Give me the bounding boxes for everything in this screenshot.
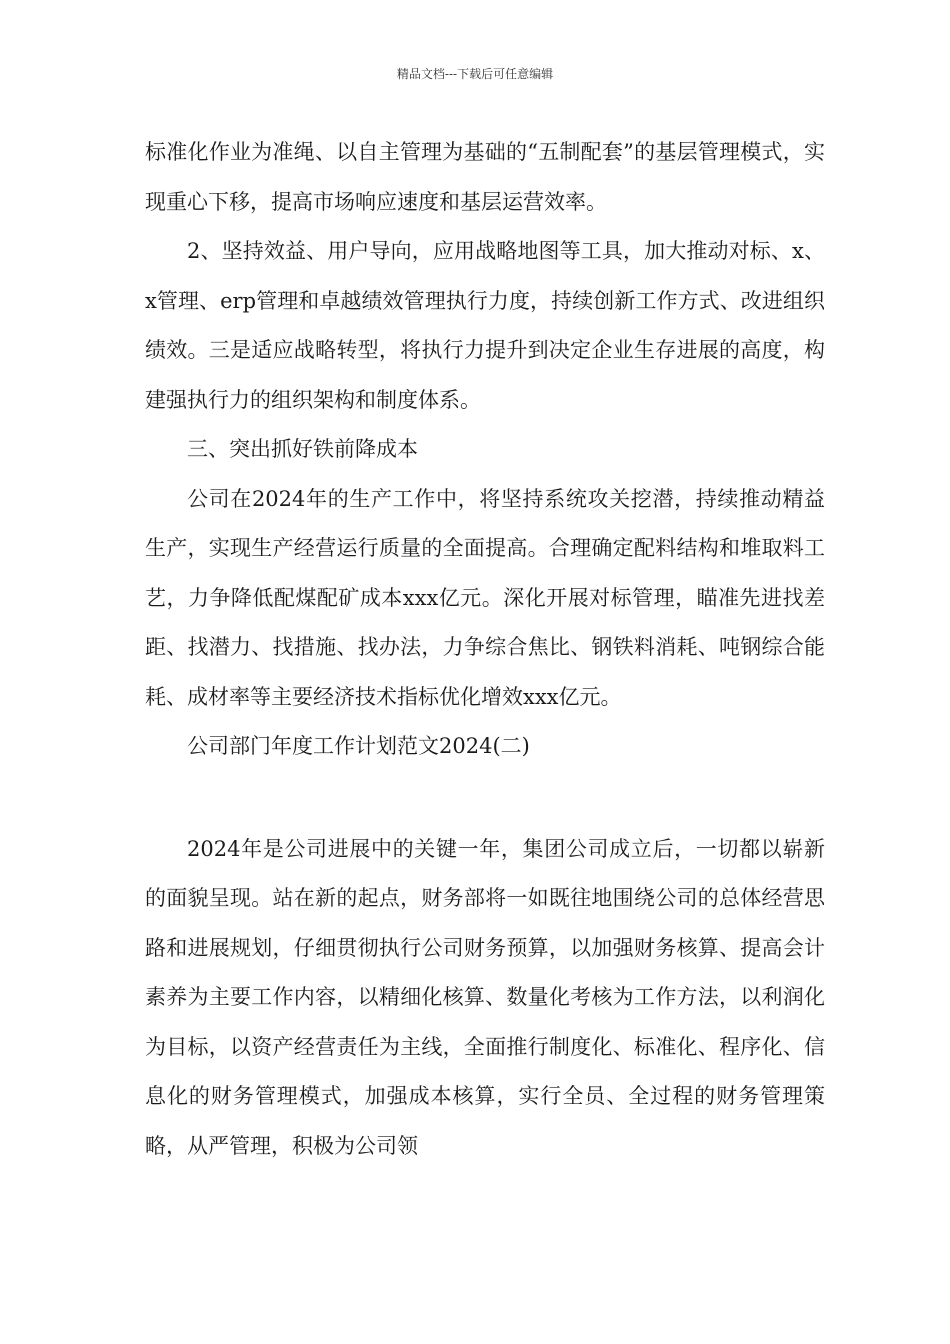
- paragraph-production: 公司在2024年的生产工作中，将坚持系统攻关挖潜，持续推动精益生产，实现生产经营运行质量的全面提高。合理确定配料结构和堆取料工艺，力争降低配煤配矿成本xxx亿元。深化开展对标管理，瞄准先进找差距、找潜力、找措施、找办法，力争综合焦比、钢铁料消耗、吨钢综合能耗、成材率等主要经济技术指标优化增效xxx亿元。: [145, 486, 825, 709]
- page-header: 精品文档---下载后可任意编辑: [396, 67, 554, 81]
- blank-line: [145, 772, 825, 825]
- paragraph-continuation: 标准化作业为准绳、以自主管理为基础的“五制配套”的基层管理模式，实现重心下移，提高市场响应速度和基层运营效率。: [145, 140, 825, 214]
- document-body: [145, 128, 825, 1171]
- paragraph-item-2: 2、坚持效益、用户导向，应用战略地图等工具，加大推动对标、x、x管理、erp管理和卓越绩效管理执行力度，持续创新工作方式、改进组织绩效。三是适应战略转型，将执行力提升到决定企业生存进展的高度，构建强执行力的组织架构和制度体系。: [145, 239, 825, 412]
- paragraph-finance: 2024年是公司进展中的关键一年，集团公司成立后，一切都以崭新的面貌呈现。站在新的起点，财务部将一如既往地围绕公司的总体经营思路和进展规划，仔细贯彻执行公司财务预算，以加强财务核算、提高会计素养为主要工作内容，以精细化核算、数量化考核为工作方法，以利润化为目标，以资产经营责任为主线，全面推行制度化、标准化、程序化、信息化的财务管理模式，加强成本核算，实行全员、全过程的财务管理策略，从严管理，积极为公司领: [145, 836, 825, 1158]
- section-heading: 三、突出抓好铁前降成本: [187, 437, 418, 461]
- document-subtitle: 公司部门年度工作计划范文2024(二): [187, 734, 530, 758]
